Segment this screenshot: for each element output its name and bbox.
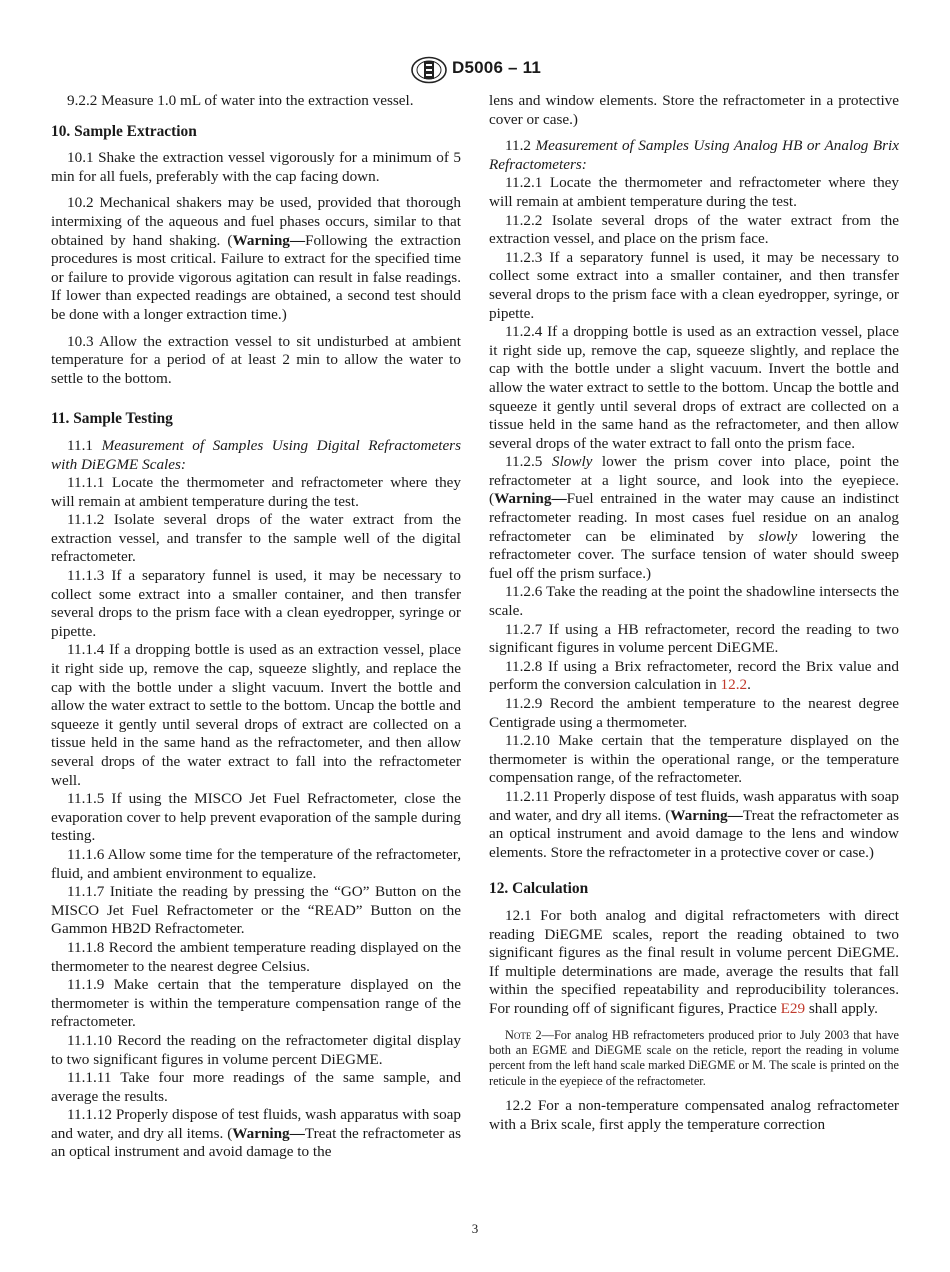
para-12-1: 12.1 For both analog and digital refractometers with direct reading DiEGME scales, report the reading obtained to two significant figures as the final result in volume percent DiEGME. If multiple determinations are made, average the results that fall within the specified repeatability and reproducibility tolerances. For rounding off of significant figures, Practice E29 shall apply. — [489, 906, 899, 1017]
right-column — [489, 92, 899, 1134]
para-11-2-11: 11.2.11 Properly dispose of test fluids, wash apparatus with soap and water, and dry all items. (Warning—Treat the refractometer as an optical instrument and avoid damage to the lens and window elements. Store the refractometer in a protective cover or case.) — [489, 787, 899, 861]
para-11-2-8: 11.2.8 If using a Brix refractometer, record the Brix value and perform the conversion calculation in 12.2. — [489, 657, 899, 694]
page-header — [0, 56, 950, 86]
para-10-1: 10.1 Shake the extraction vessel vigorously for a minimum of 5 min for all fuels, preferably with the cap facing down. — [51, 149, 461, 185]
para-11-1-7: 11.1.7 Initiate the reading by pressing the “GO” Button on the MISCO Jet Fuel Refractometer or the “READ” Button on the Gammon HB2D Refractometer. — [51, 883, 461, 938]
para-11-1-9: 11.1.9 Make certain that the temperature displayed on the thermometer is within the temperature compensation range of the refractometer. — [51, 976, 461, 1031]
para-11-1-12: 11.1.12 Properly dispose of test fluids, wash apparatus with soap and water, and dry all items. (Warning—Treat the refractometer as an optical instrument and avoid damage to the — [51, 1106, 461, 1161]
para-11-2-7: 11.2.7 If using a HB refractometer, record the reading to two significant figures in volume percent DiEGME. — [489, 620, 899, 657]
para-11-1-4: 11.1.4 If a dropping bottle is used as an extraction vessel, place it right side up, remove the cap, squeeze slightly, and replace the cap with the bottle under a slight vacuum. Invert the bottle and allow the water extract to settle to the bottom. Uncap the bottle and squeeze it gently until several drops of extract are collected on a tissue held in the same hand as the refractometer, and then allow several drops of the water extract to fall into the refractometer well. — [51, 641, 461, 789]
ref-link-e29[interactable]: E29 — [780, 999, 806, 1017]
para-11-1-10: 11.1.10 Record the reading on the refractometer digital display to two significant figures in volume percent DiEGME. — [51, 1031, 461, 1068]
para-11-1-11: 11.1.11 Take four more readings of the same sample, and average the results. — [51, 1069, 461, 1105]
para-11-1-3: 11.1.3 If a separatory funnel is used, it may be necessary to collect some extract into a smaller container, and then transfer several drops to the prism face with a clean eyedropper, syringe or pipette. — [51, 567, 461, 640]
document-designation: D5006 – 11 — [452, 58, 541, 77]
astm-logo-icon — [410, 56, 448, 84]
para-11-1-8: 11.1.8 Record the ambient temperature reading displayed on the thermometer to the nearest degree Celsius. — [51, 938, 461, 975]
para-11-2-1: 11.2.1 Locate the thermometer and refractometer where they will remain at ambient temperature during the test. — [489, 174, 899, 210]
para-11-2-10: 11.2.10 Make certain that the temperature displayed on the thermometer is within the operational range, or the temperature compensation range, of the refractometer. — [489, 732, 899, 787]
para-11-1-5: 11.1.5 If using the MISCO Jet Fuel Refractometer, close the evaporation cover to help prevent evaporation of the sample during testing. — [51, 790, 461, 845]
left-column — [51, 92, 461, 1162]
note-2: Note 2—For analog HB refractometers produced prior to July 2003 that have both an EGME and DiEGME scale on the reticle, report the reading in volume percent from the left hand scale marked DiEGME or M. The scale is printed on the reticule in the eyepiece of the refractometer. — [489, 1027, 899, 1088]
section-heading-10: 10. Sample Extraction — [51, 122, 197, 140]
para-11-2-2: 11.2.2 Isolate several drops of the water extract from the extraction vessel, and place on the prism face. — [489, 211, 899, 248]
para-11-1-2: 11.1.2 Isolate several drops of the water extract from the extraction vessel, and transfer to the sample well of the digital refractometer. — [51, 511, 461, 566]
page-number: 3 — [471, 1221, 479, 1236]
para-11-2-5: 11.2.5 Slowly lower the prism cover into place, point the refractometer at a light source, and look into the eyepiece. (Warning—Fuel entrained in the water may cause an indistinct refractometer reading. In most cases fuel residue on an analog refractometer can be eliminated by slowly lowering the refractometer cover. The surface tension of water should sweep fuel off the prism surface.) — [489, 453, 900, 582]
para-11-2-9: 11.2.9 Record the ambient temperature to the nearest degree Centigrade using a thermometer. — [489, 695, 899, 731]
para-10-2: 10.2 Mechanical shakers may be used, provided that thorough intermixing of the aqueous and fuel phases occurs, similar to that obtained by hand shaking. (Warning—Following the extraction procedures is most critical. Failure to extract for the specified time or failure to provide vigorous agitation can result in false readings. If lower than expected readings are obtained, a second test should be done with a longer extraction time.) — [51, 194, 461, 323]
para-10-3: 10.3 Allow the extraction vessel to sit undisturbed at ambient temperature for a period of at least 2 min to allow the water to settle to the bottom. — [51, 332, 461, 387]
para-11-2: 11.2 Measurement of Samples Using Analog HB or Analog Brix Refractometers: — [489, 137, 899, 173]
para-11-2-6: 11.2.6 Take the reading at the point the shadowline intersects the scale. — [489, 583, 899, 620]
section-heading-12: 12. Calculation — [489, 880, 589, 898]
para-11-2-4: 11.2.4 If a dropping bottle is used as an extraction vessel, place it right side up, remove the cap, squeeze slightly, and replace the cap with the bottle under a slight vacuum. Invert the bottle and allow the water extract to settle to the bottom. Uncap the bottle and squeeze it gently until several drops of extract are collected on a tissue held in the same hand as the refractometer, and then allow several drops of the water extract to fall onto the prism face. — [489, 323, 899, 452]
para-11-2-3: 11.2.3 If a separatory funnel is used, it may be necessary to collect some extract into a smaller container, and then transfer several drops to the prism face with a clean eyedropper, syringe, or pipette. — [489, 248, 899, 322]
para-9-2-2: 9.2.2 Measure 1.0 mL of water into the extraction vessel. — [67, 92, 414, 109]
para-11-1-6: 11.1.6 Allow some time for the temperature of the refractometer, fluid, and ambient environment to equalize. — [51, 845, 461, 882]
para-11-1-1: 11.1.1 Locate the thermometer and refractometer where they will remain at ambient temperature during the test. — [51, 474, 461, 510]
section-heading-11: 11. Sample Testing — [51, 410, 173, 428]
para-continued: lens and window elements. Store the refractometer in a protective cover or case.) — [489, 92, 899, 128]
para-12-2: 12.2 For a non-temperature compensated analog refractometer with a Brix scale, first apply the temperature correction — [489, 1097, 899, 1133]
para-11-1: 11.1 Measurement of Samples Using Digital Refractometers with DiEGME Scales: — [51, 436, 462, 473]
ref-link-12-2[interactable]: 12.2 — [720, 676, 748, 694]
